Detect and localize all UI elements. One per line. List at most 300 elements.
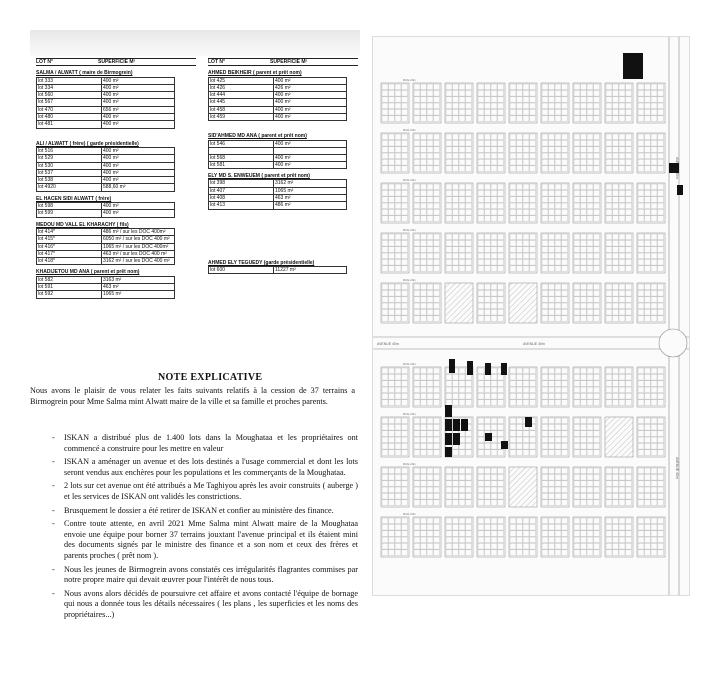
lot xyxy=(619,381,625,387)
lot xyxy=(478,487,484,493)
lot xyxy=(491,209,497,215)
lot xyxy=(485,543,491,549)
lot xyxy=(626,381,632,387)
lot xyxy=(485,103,491,109)
lot xyxy=(549,524,555,530)
lot xyxy=(459,518,465,524)
lot xyxy=(478,240,484,246)
lot xyxy=(510,424,516,430)
lot xyxy=(587,209,593,215)
lot xyxy=(594,474,600,480)
lot xyxy=(491,184,497,190)
lot xyxy=(606,518,612,524)
lot xyxy=(459,374,465,380)
lot xyxy=(498,190,504,196)
lot xyxy=(382,259,388,265)
lot xyxy=(549,393,555,399)
lot xyxy=(581,140,587,146)
table-row xyxy=(209,140,347,147)
lot xyxy=(498,197,504,203)
lot xyxy=(414,284,420,290)
lot xyxy=(530,116,536,122)
lot xyxy=(446,474,452,480)
lot xyxy=(645,400,651,406)
lot xyxy=(555,297,561,303)
lot xyxy=(434,387,440,393)
lot xyxy=(594,140,600,146)
lot xyxy=(626,109,632,115)
lot xyxy=(555,374,561,380)
lot xyxy=(594,234,600,240)
lot xyxy=(434,443,440,449)
lot xyxy=(402,431,408,437)
lot xyxy=(562,259,568,265)
lot xyxy=(414,431,420,437)
lot xyxy=(574,166,580,172)
lot xyxy=(517,431,523,437)
lot xyxy=(382,400,388,406)
lot xyxy=(395,303,401,309)
lot xyxy=(574,234,580,240)
lot xyxy=(427,518,433,524)
table-row xyxy=(209,180,347,187)
lot xyxy=(658,543,664,549)
lot xyxy=(587,424,593,430)
lot xyxy=(485,518,491,524)
lot xyxy=(421,140,427,146)
lot xyxy=(453,116,459,122)
lot xyxy=(658,116,664,122)
lot xyxy=(626,387,632,393)
lot xyxy=(619,216,625,222)
lot xyxy=(651,374,657,380)
lot xyxy=(651,531,657,537)
lot xyxy=(613,400,619,406)
lot-number: lot 567 xyxy=(37,99,102,106)
lot xyxy=(402,116,408,122)
owner-name: ALI / ALWATT ( frère) ( garde présidentielle) xyxy=(36,140,139,147)
lot xyxy=(485,209,491,215)
lot xyxy=(485,134,491,140)
lot xyxy=(382,103,388,109)
lot xyxy=(574,184,580,190)
lot xyxy=(587,84,593,90)
lot xyxy=(613,247,619,253)
lot xyxy=(613,166,619,172)
lot xyxy=(626,374,632,380)
lot xyxy=(446,543,452,549)
lot xyxy=(402,247,408,253)
lot xyxy=(453,266,459,272)
lot xyxy=(414,266,420,272)
lot xyxy=(587,116,593,122)
lot xyxy=(402,374,408,380)
lot xyxy=(466,474,472,480)
lot xyxy=(453,203,459,209)
lot xyxy=(466,393,472,399)
lot-area: 3162 m² xyxy=(274,180,347,187)
lot xyxy=(498,474,504,480)
lot xyxy=(562,240,568,246)
lot xyxy=(523,140,529,146)
lot xyxy=(651,253,657,259)
lot xyxy=(626,197,632,203)
lot xyxy=(498,431,504,437)
lot xyxy=(594,393,600,399)
highlighted-lot xyxy=(449,359,455,373)
lot xyxy=(594,103,600,109)
lot xyxy=(523,134,529,140)
lot xyxy=(574,493,580,499)
lot xyxy=(530,184,536,190)
lot xyxy=(638,240,644,246)
lot xyxy=(382,253,388,259)
lot xyxy=(466,253,472,259)
lot xyxy=(382,543,388,549)
lot xyxy=(395,134,401,140)
lot xyxy=(389,374,395,380)
lot xyxy=(581,443,587,449)
lot xyxy=(402,443,408,449)
lot xyxy=(491,524,497,530)
lot xyxy=(459,368,465,374)
lot xyxy=(587,487,593,493)
lot xyxy=(594,374,600,380)
lot xyxy=(382,147,388,153)
lot-number: lot 445 xyxy=(209,99,274,106)
lot-area: 3163 m² xyxy=(102,276,175,283)
lot xyxy=(485,90,491,96)
lot xyxy=(498,543,504,549)
lot xyxy=(395,266,401,272)
lot xyxy=(555,437,561,443)
lot xyxy=(530,543,536,549)
lot xyxy=(434,153,440,159)
lot xyxy=(389,437,395,443)
lot xyxy=(427,443,433,449)
lot xyxy=(389,259,395,265)
lot xyxy=(427,190,433,196)
lot xyxy=(581,109,587,115)
lot xyxy=(395,147,401,153)
lot xyxy=(613,153,619,159)
lot xyxy=(395,259,401,265)
lot-number: lot 408 xyxy=(209,195,274,202)
lot xyxy=(587,481,593,487)
lot xyxy=(395,284,401,290)
lot xyxy=(658,209,664,215)
lot xyxy=(530,259,536,265)
lot xyxy=(517,381,523,387)
lot xyxy=(523,234,529,240)
lot xyxy=(395,487,401,493)
lot xyxy=(658,481,664,487)
lot xyxy=(402,531,408,537)
lot xyxy=(587,159,593,165)
lot xyxy=(427,153,433,159)
lot xyxy=(478,443,484,449)
lot xyxy=(402,84,408,90)
lot xyxy=(466,400,472,406)
lot xyxy=(626,190,632,196)
lot xyxy=(542,309,548,315)
table-row xyxy=(37,169,175,176)
lot-area: 426 m² xyxy=(274,84,347,91)
lot-number: lot 480 xyxy=(37,114,102,121)
lot xyxy=(574,309,580,315)
note-bullet: - Nous avons alors décidés de poursuivre cet affaire et avons contacté l'équipe de bornage qui nous a donnée tous les détails nécessaires ( les plans , les superficies et les noms des propriétaires...) xyxy=(52,589,358,621)
lot xyxy=(427,297,433,303)
lot xyxy=(549,368,555,374)
lot xyxy=(651,140,657,146)
lot xyxy=(613,97,619,103)
lot xyxy=(485,284,491,290)
lot xyxy=(542,518,548,524)
lot xyxy=(434,537,440,543)
lot xyxy=(414,203,420,209)
owner-name: KHADIJETOU MD ANA ( parent et prêt nom) xyxy=(36,269,140,276)
lot xyxy=(581,303,587,309)
lot xyxy=(542,134,548,140)
lot xyxy=(414,234,420,240)
lot xyxy=(542,184,548,190)
lot-number: lot 418* xyxy=(37,258,102,265)
lot xyxy=(434,531,440,537)
lot xyxy=(446,550,452,556)
lot xyxy=(606,147,612,153)
lot xyxy=(434,474,440,480)
lot xyxy=(549,197,555,203)
highlighted-lot xyxy=(467,361,473,375)
lot xyxy=(613,481,619,487)
lot xyxy=(421,481,427,487)
lot xyxy=(466,147,472,153)
lot xyxy=(466,216,472,222)
lot xyxy=(581,393,587,399)
lot xyxy=(446,253,452,259)
lot xyxy=(453,97,459,103)
document-page xyxy=(30,0,365,691)
lot xyxy=(517,437,523,443)
lot xyxy=(434,109,440,115)
lot xyxy=(459,90,465,96)
lot xyxy=(574,487,580,493)
lot xyxy=(658,259,664,265)
lot xyxy=(382,518,388,524)
lot xyxy=(446,190,452,196)
lot xyxy=(594,97,600,103)
lot xyxy=(606,234,612,240)
lot xyxy=(523,147,529,153)
lot xyxy=(555,247,561,253)
lot xyxy=(427,266,433,272)
lot xyxy=(510,134,516,140)
lot xyxy=(478,303,484,309)
lot xyxy=(606,259,612,265)
lot xyxy=(466,159,472,165)
lot xyxy=(498,450,504,456)
lot xyxy=(645,134,651,140)
lot xyxy=(459,531,465,537)
lot xyxy=(581,431,587,437)
lot xyxy=(555,550,561,556)
col-header-lot: LOT N° xyxy=(208,59,225,65)
lot-area: 400 m² xyxy=(102,92,175,99)
lot xyxy=(427,431,433,437)
lot xyxy=(491,400,497,406)
lot xyxy=(485,450,491,456)
table-row xyxy=(37,155,175,162)
lot-number: lot 416* xyxy=(37,243,102,250)
lot xyxy=(421,374,427,380)
lot xyxy=(619,400,625,406)
lot xyxy=(619,234,625,240)
lot xyxy=(427,259,433,265)
lot xyxy=(427,400,433,406)
lot xyxy=(427,450,433,456)
lot xyxy=(382,297,388,303)
lot xyxy=(395,234,401,240)
lot xyxy=(581,537,587,543)
lot xyxy=(395,103,401,109)
lot xyxy=(574,303,580,309)
lot xyxy=(395,468,401,474)
lot xyxy=(562,400,568,406)
lot xyxy=(485,493,491,499)
lot xyxy=(517,84,523,90)
lot xyxy=(421,309,427,315)
table-row xyxy=(37,106,175,113)
lot xyxy=(389,253,395,259)
lot xyxy=(613,316,619,322)
lot xyxy=(574,481,580,487)
lot xyxy=(446,166,452,172)
lot xyxy=(542,159,548,165)
lot xyxy=(478,197,484,203)
lot xyxy=(645,437,651,443)
lot xyxy=(434,518,440,524)
lot xyxy=(395,543,401,549)
lot xyxy=(606,381,612,387)
lot xyxy=(414,424,420,430)
lot xyxy=(562,493,568,499)
lot xyxy=(498,297,504,303)
lot xyxy=(414,190,420,196)
lot xyxy=(498,116,504,122)
lot xyxy=(549,190,555,196)
lot xyxy=(434,316,440,322)
lot xyxy=(485,474,491,480)
lot xyxy=(402,109,408,115)
lot xyxy=(549,216,555,222)
lot xyxy=(651,90,657,96)
lot xyxy=(491,443,497,449)
table-row xyxy=(209,84,347,91)
lot xyxy=(446,468,452,474)
lot xyxy=(562,109,568,115)
lot xyxy=(389,109,395,115)
lot xyxy=(421,266,427,272)
lot xyxy=(427,166,433,172)
lot xyxy=(549,374,555,380)
lot xyxy=(382,184,388,190)
lot xyxy=(581,197,587,203)
lot xyxy=(510,247,516,253)
lot xyxy=(581,400,587,406)
lot xyxy=(421,240,427,246)
lot xyxy=(555,387,561,393)
lot xyxy=(510,543,516,549)
lot xyxy=(382,443,388,449)
lot xyxy=(414,316,420,322)
lot xyxy=(402,387,408,393)
lot xyxy=(638,468,644,474)
lot xyxy=(466,493,472,499)
lot xyxy=(453,450,459,456)
lot xyxy=(498,166,504,172)
lot xyxy=(594,266,600,272)
lot xyxy=(395,203,401,209)
lot xyxy=(645,97,651,103)
lot xyxy=(389,90,395,96)
lot xyxy=(562,190,568,196)
lot xyxy=(549,493,555,499)
lot xyxy=(619,531,625,537)
scan-header-shade xyxy=(30,30,360,56)
lot xyxy=(510,374,516,380)
lot xyxy=(638,153,644,159)
lot xyxy=(658,203,664,209)
lot xyxy=(421,297,427,303)
lot xyxy=(523,159,529,165)
lot xyxy=(530,518,536,524)
lot xyxy=(389,240,395,246)
table-row xyxy=(37,250,175,257)
lot xyxy=(517,159,523,165)
lot xyxy=(645,500,651,506)
lot xyxy=(491,147,497,153)
lot xyxy=(626,290,632,296)
lot xyxy=(453,543,459,549)
lot xyxy=(562,90,568,96)
lot xyxy=(581,374,587,380)
table-row xyxy=(209,147,347,154)
lot xyxy=(389,166,395,172)
lot xyxy=(523,109,529,115)
lot xyxy=(581,203,587,209)
lot xyxy=(427,159,433,165)
lot xyxy=(434,166,440,172)
lot-area: 463 m² / sur les DOC 400 m² xyxy=(102,250,175,257)
lot xyxy=(638,493,644,499)
lot xyxy=(498,153,504,159)
lot xyxy=(478,500,484,506)
lot xyxy=(421,443,427,449)
lot xyxy=(619,303,625,309)
table-row xyxy=(37,99,175,106)
lot-area: 588,60 m² xyxy=(102,184,175,191)
lot xyxy=(395,518,401,524)
lot xyxy=(555,190,561,196)
lot xyxy=(517,184,523,190)
lot xyxy=(478,493,484,499)
lot xyxy=(626,303,632,309)
lot xyxy=(402,240,408,246)
lot xyxy=(510,259,516,265)
lot-area: 6050 m² / sur les DOC 400 m² xyxy=(102,236,175,243)
lot xyxy=(658,109,664,115)
lot-number: lot 459 xyxy=(209,114,274,121)
